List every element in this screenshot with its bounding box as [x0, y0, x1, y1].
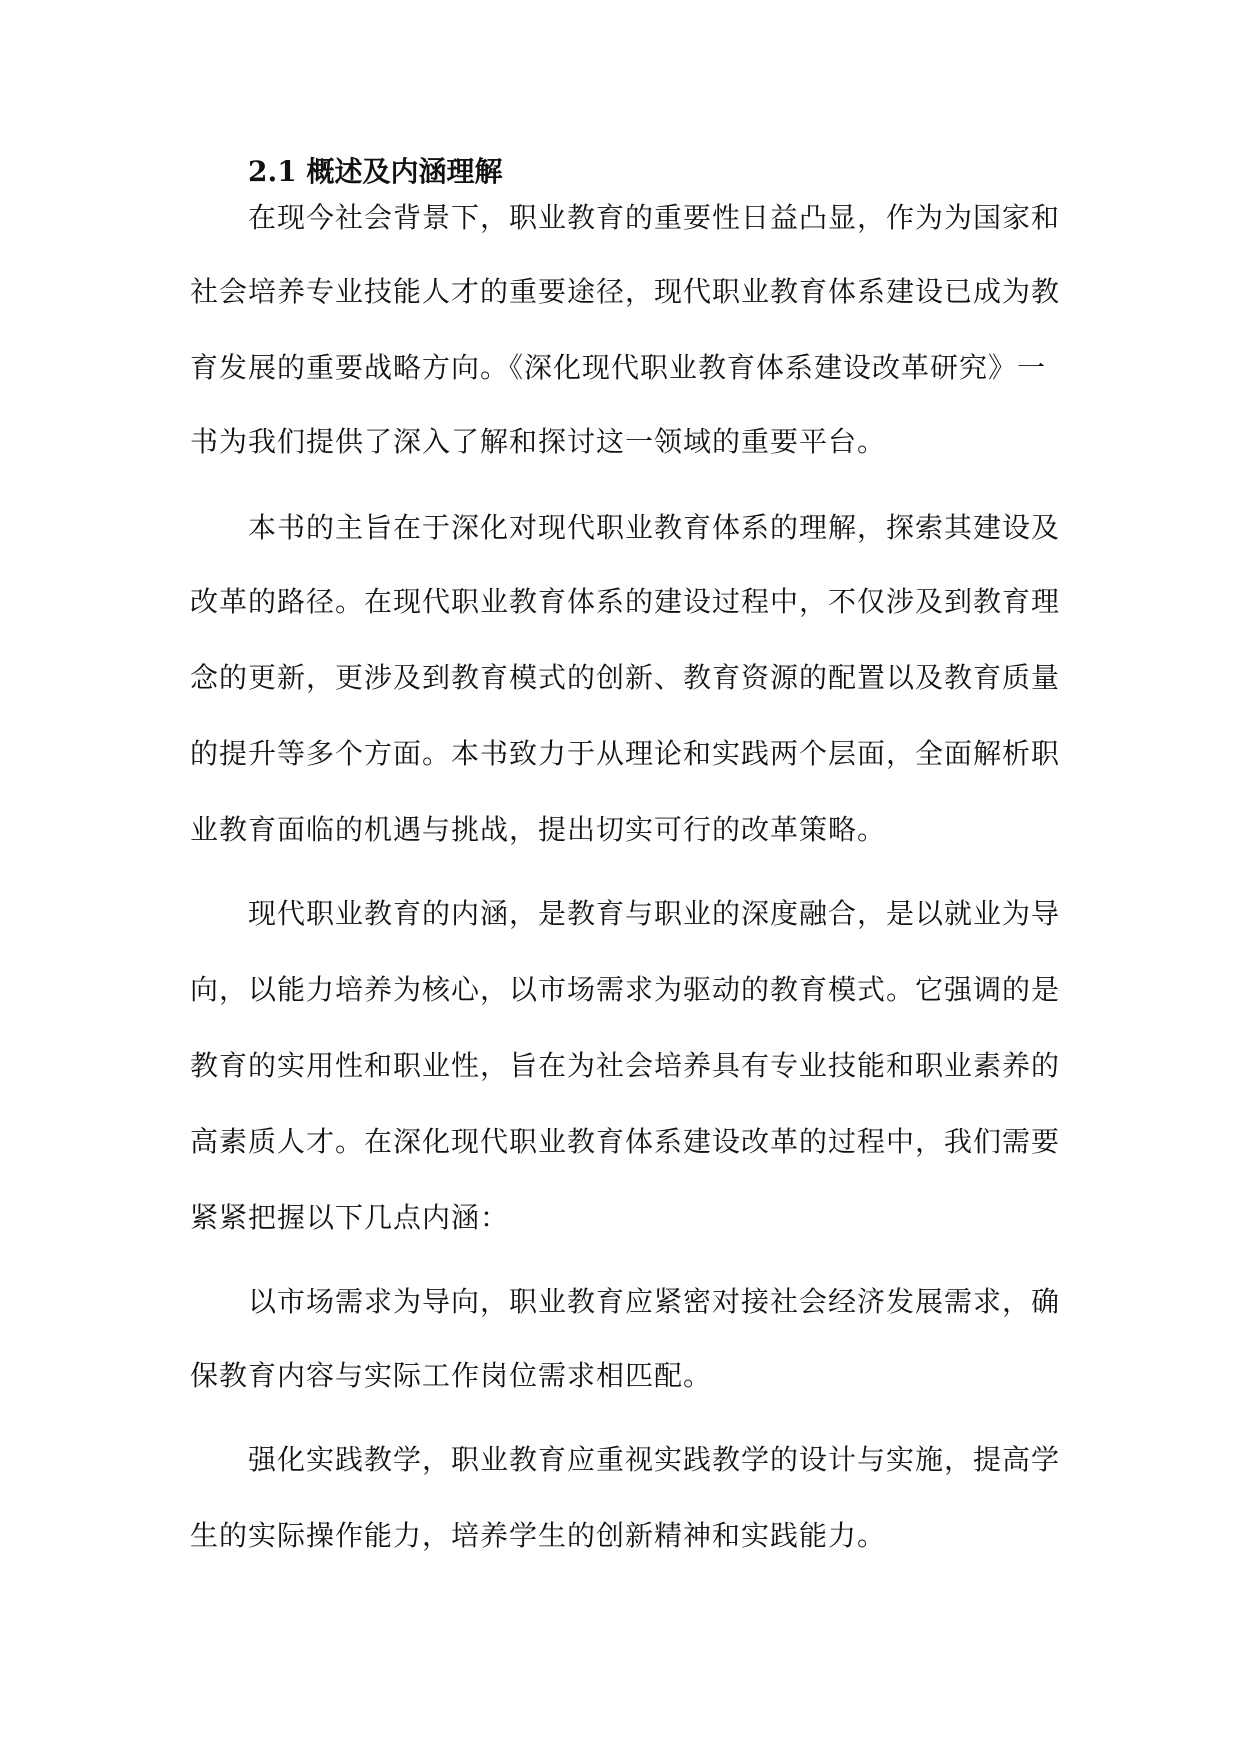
paragraph-3-line-2: 向，以能力培养为核心，以市场需求为驱动的教育模式。它强调的是	[190, 973, 1061, 1006]
section-heading: 2.1 概述及内涵理解	[248, 155, 503, 188]
paragraph-3-line-1: 现代职业教育的内涵，是教育与职业的深度融合，是以就业为导	[248, 897, 1061, 930]
paragraph-2-line-1: 本书的主旨在于深化对现代职业教育体系的理解，探索其建设及	[248, 511, 1061, 544]
paragraph-2-line-2: 改革的路径。在现代职业教育体系的建设过程中，不仅涉及到教育理	[190, 585, 1061, 618]
paragraph-5-line-1: 强化实践教学，职业教育应重视实践教学的设计与实施，提高学	[248, 1443, 1061, 1476]
paragraph-2-line-3: 念的更新，更涉及到教育模式的创新、教育资源的配置以及教育质量	[190, 661, 1061, 694]
paragraph-2-line-5: 业教育面临的机遇与挑战，提出切实可行的改革策略。	[190, 813, 887, 846]
paragraph-3-line-3: 教育的实用性和职业性，旨在为社会培养具有专业技能和职业素养的	[190, 1049, 1061, 1082]
paragraph-1-line-1: 在现今社会背景下，职业教育的重要性日益凸显，作为为国家和	[248, 201, 1061, 234]
paragraph-4-line-2: 保教育内容与实际工作岗位需求相匹配。	[190, 1359, 713, 1392]
paragraph-1-line-2: 社会培养专业技能人才的重要途径，现代职业教育体系建设已成为教	[190, 275, 1061, 308]
paragraph-3-line-4: 高素质人才。在深化现代职业教育体系建设改革的过程中，我们需要	[190, 1125, 1061, 1158]
paragraph-4-line-1: 以市场需求为导向，职业教育应紧密对接社会经济发展需求，确	[248, 1285, 1061, 1318]
paragraph-5-line-2: 生的实际操作能力，培养学生的创新精神和实践能力。	[190, 1519, 887, 1552]
paragraph-1-line-3: 育发展的重要战略方向。《深化现代职业教育体系建设改革研究》一	[190, 351, 1047, 384]
paragraph-3-line-5: 紧紧把握以下几点内涵：	[190, 1201, 510, 1234]
paragraph-1-line-4: 书为我们提供了深入了解和探讨这一领域的重要平台。	[190, 425, 887, 458]
paragraph-2-line-4: 的提升等多个方面。本书致力于从理论和实践两个层面，全面解析职	[190, 737, 1061, 770]
